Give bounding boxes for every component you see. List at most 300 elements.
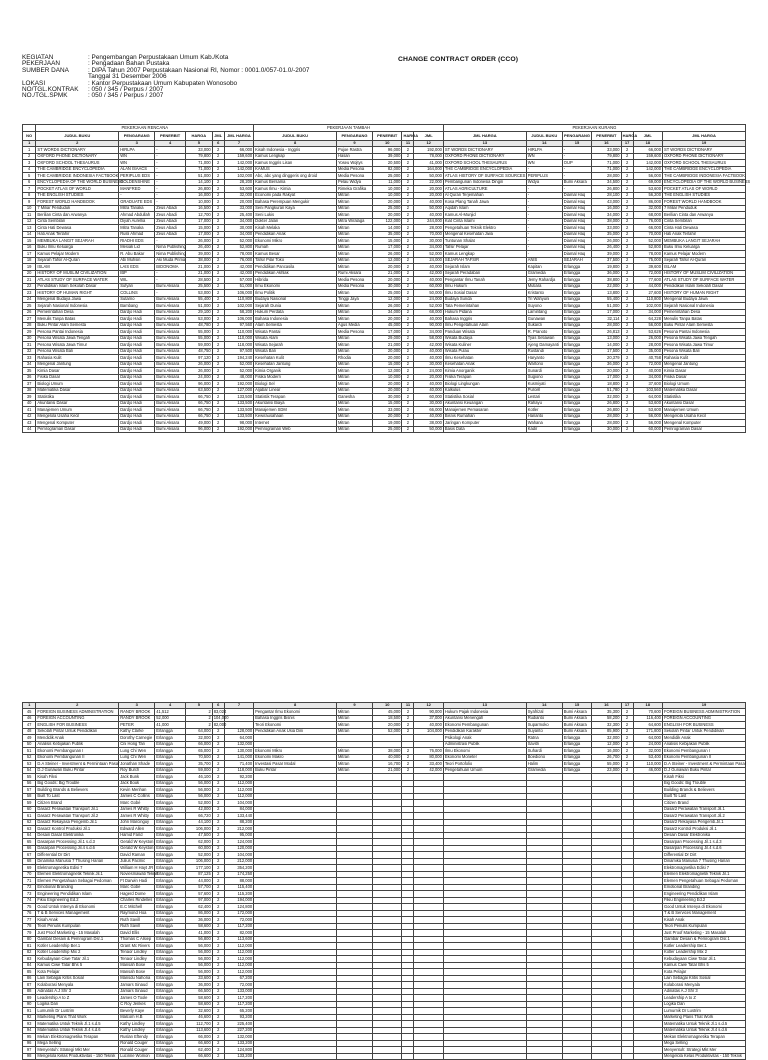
table-cell: Logika Dan: [662, 1001, 745, 1008]
table-cell: 62,400: [186, 904, 213, 911]
table-cell: Dasar2 Rekayasa Pengemb.Jil.1: [662, 819, 745, 826]
table-cell: 2: [621, 166, 633, 173]
table-cell: Dardjo Hadi: [119, 309, 155, 316]
table-cell: 81: [23, 943, 36, 950]
table-cell: 118,000: [224, 767, 253, 774]
table-cell: Dardjo Hadi: [119, 407, 155, 414]
table-cell: 62,400: [186, 1047, 213, 1054]
table-cell: Pesona Wisata Jawa Timur: [36, 342, 119, 349]
table-cell: -: [155, 173, 186, 180]
table-cell: 28,000: [592, 413, 621, 420]
table-cell: Harianto: [526, 413, 562, 420]
table-cell: POCKET ATLAS OF WORLD: [662, 186, 745, 193]
table-cell: Elektromagnetika Edisi 7: [662, 865, 745, 872]
table-cell: 21,000: [373, 270, 402, 277]
table-cell: 2: [212, 1034, 224, 1041]
table-cell: Pemerintahan Desa: [36, 309, 119, 316]
table-cell: Pengetahuan Umum: [443, 767, 526, 774]
table-cell: 31: [23, 342, 36, 349]
table-cell: Erlangga: [155, 884, 186, 891]
table-cell: 2: [621, 342, 633, 349]
table-cell: 2: [212, 982, 224, 989]
table-cell: Rimeka Grafika: [336, 186, 372, 193]
table-cell: Wartono: [526, 361, 562, 368]
table-cell: 80: [23, 936, 36, 943]
table-cell: Mansdu Nahoria: [119, 975, 155, 982]
table-cell: Kisah Indonesia - Inggris: [254, 147, 337, 154]
table-cell: 14: [23, 231, 36, 238]
table-cell: Kosa Plang Tanah Jawa: [443, 199, 526, 206]
table-cell: 2: [402, 231, 414, 238]
table-cell: Sejarah Peradaban: [443, 270, 526, 277]
table-cell: 2: [212, 845, 224, 852]
table-cell: Pendidikan Akhlak: [254, 270, 337, 277]
table-cell: THE ENGLISH STUDIES: [662, 192, 745, 199]
table-cell: 58,200: [592, 715, 621, 722]
table-cell: Erlangga: [155, 800, 186, 807]
table-cell: ALAN ISAACS: [119, 166, 155, 173]
table-cell: Cinta Sembilan: [662, 218, 745, 225]
table-cell: 68,000: [414, 309, 443, 316]
table-cell: 172,000: [224, 910, 253, 917]
table-cell: Diamal Haq: [562, 212, 591, 219]
table-cell: 18: [23, 257, 36, 264]
column-number: 5: [185, 141, 212, 147]
table-cell: 20,000: [373, 277, 402, 284]
table-cell: 70,000: [414, 231, 443, 238]
header-field-label: LOKASI: [22, 79, 46, 87]
column-header: JML HARGA: [224, 132, 253, 141]
table-cell: 2: [402, 322, 414, 329]
table-cell: Seni Lukis: [254, 212, 337, 219]
table-cell: 70: [23, 871, 36, 878]
table-cell: 124,800: [224, 1047, 253, 1054]
table-cell: OXFORD SCHOOL THESAURUS: [36, 160, 119, 167]
table-cell: Julius Pacmic: [119, 858, 155, 865]
table-cell: Bambang: [119, 303, 155, 310]
table-cell: 20,000: [592, 368, 621, 375]
table-cell: Kamus Ilmu - Kimia: [254, 186, 337, 193]
table-cell: Bumi Aksara: [155, 303, 186, 310]
table-cell: 32,000: [224, 192, 253, 199]
table-cell: 72,000: [224, 982, 253, 989]
table-cell: Halim: [526, 761, 562, 768]
table-cell: 2: [212, 413, 224, 420]
table-cell: 16: [23, 244, 36, 251]
table-cell: 27: [23, 316, 36, 323]
table-cell: 32,000: [186, 735, 213, 742]
table-cell: 30: [23, 335, 36, 342]
table-cell: FOREIGN BUSINESS ADMINISTRATION: [36, 709, 119, 716]
table-cell: 69: [23, 865, 36, 872]
table-cell: 17,000: [373, 329, 402, 336]
table-cell: 2: [212, 793, 224, 800]
table-cell: Mitran: [336, 748, 372, 755]
table-cell: 20,000: [373, 316, 402, 323]
column-header: JML HARGA: [662, 132, 745, 141]
table-cell: Boediono: [526, 754, 562, 761]
table-cell: Erlangga: [155, 1014, 186, 1021]
table-cell: Sejarah Nasional Indonesia: [662, 303, 745, 310]
table-cell: 2: [212, 975, 224, 982]
table-cell: David Ellis: [119, 930, 155, 937]
table-cell: FOREIGN ACCOUNTING: [36, 715, 119, 722]
column-number: 3: [119, 141, 155, 147]
table-cell: Bumi Aksara: [155, 426, 186, 433]
table-cell: Erlangga: [155, 1021, 186, 1028]
table-cell: 28,000: [592, 420, 621, 427]
table-cell: Emotional Branding: [662, 884, 745, 891]
table-cell: 2: [621, 361, 633, 368]
table-cell: Budaya Sunda: [443, 296, 526, 303]
table-cell: 29: [23, 329, 36, 336]
table-cell: 67: [23, 852, 36, 859]
table-cell: 96,000: [185, 381, 212, 388]
table-cell: 112,000: [224, 949, 253, 956]
table-cell: 78,000: [414, 153, 443, 160]
table-cell: 42,000: [186, 806, 213, 813]
table-cell: Charles Rindelles: [119, 897, 155, 904]
table-cell: Sejarah Nasional Indonesia: [36, 303, 119, 310]
table-cell: 2: [212, 1001, 224, 1008]
table-cell: 2: [212, 303, 224, 310]
table-cell: Kamus Lengkap: [254, 153, 337, 160]
table-cell: 83: [23, 956, 36, 963]
table-cell: 2: [212, 962, 224, 969]
table-cell: -: [155, 147, 186, 154]
table-cell: Mitran: [336, 238, 372, 245]
table-cell: 2: [621, 270, 633, 277]
table-cell: FOREIGN BUSINESS ADMINISTRATION: [662, 709, 745, 716]
table-cell: 40,000: [414, 264, 443, 271]
table-cell: 40,758: [633, 355, 662, 362]
table-cell: Media Pesona: [336, 166, 372, 173]
column-header: NO: [23, 132, 36, 141]
table-cell: 2: [402, 407, 414, 414]
table-cell: 43,000: [592, 199, 621, 206]
table-cell: 2: [621, 329, 633, 336]
table-cell: 56,000: [186, 956, 213, 963]
table-cell: 26,700: [592, 754, 621, 761]
table-cell: PERIPLUS: [526, 173, 562, 180]
table-cell: 2: [212, 1027, 224, 1034]
table-cell: ENGLISH FOR BUSINESS: [662, 722, 745, 729]
table-cell: 133,500: [224, 413, 253, 420]
table-cell: 75: [23, 904, 36, 911]
table-cell: Building Brands & Believers: [662, 787, 745, 794]
table-cell: WN: [119, 153, 155, 160]
table-cell: [562, 1053, 591, 1060]
table-cell: 2: [212, 936, 224, 943]
table-cell: 133,500: [224, 394, 253, 401]
table-cell: Mitran: [336, 387, 372, 394]
table-cell: 2: [212, 988, 224, 995]
table-cell: Mitran: [336, 225, 372, 232]
table-cell: 34,000: [414, 244, 443, 251]
column-number: 6: [212, 141, 224, 147]
column-number: 19: [662, 703, 745, 709]
table-cell: Dardjo Hadi: [119, 400, 155, 407]
table-cell: Sejarah Islam: [443, 264, 526, 271]
table-cell: 16,500: [185, 205, 212, 212]
table-cell: 17,500: [592, 348, 621, 355]
table-cell: 225,400: [224, 1021, 253, 1028]
table-cell: 33,400: [414, 761, 443, 768]
column-number: 17: [621, 703, 633, 709]
table-cell: 60,000: [186, 845, 213, 852]
table-cell: Dardjo Hadi: [119, 426, 155, 433]
table-cell: 66,000: [414, 407, 443, 414]
table-cell: 35,700: [186, 761, 213, 768]
table-cell: 50,000: [414, 173, 443, 180]
table-cell: 20: [23, 270, 36, 277]
table-cell: 33,000: [224, 205, 253, 212]
table-cell: 192,000: [224, 381, 253, 388]
table-cell: 58,200: [224, 309, 253, 316]
table-cell: 28,000: [414, 225, 443, 232]
table-cell: 14,100: [185, 179, 212, 186]
table-cell: Akuntansi Biaya: [254, 400, 337, 407]
table-cell: Erlangga: [155, 754, 186, 761]
table-cell: 64,228: [633, 316, 662, 323]
table-cell: Mitran: [336, 251, 372, 258]
table-cell: Matematika Untuk Teknik Jl.4 s.d.6: [36, 1027, 119, 1034]
table-cell: 71,400: [224, 761, 253, 768]
table-cell: 2: [212, 761, 224, 768]
table-cell: 72,000: [224, 917, 253, 924]
table-cell: 76,000: [633, 218, 662, 225]
table-cell: 38,000: [373, 748, 402, 755]
table-cell: Erlangga: [562, 741, 591, 748]
table-cell: James O Toole: [119, 995, 155, 1002]
table-cell: 2: [402, 257, 414, 264]
table-cell: -: [155, 166, 186, 173]
table-cell: Bahasa Inggris Bisnis: [254, 715, 337, 722]
table-cell: 60,000: [414, 283, 443, 290]
table-cell: Lestari: [526, 394, 562, 401]
table-cell: 112,700: [186, 1021, 213, 1028]
table-cell: 2: [402, 179, 414, 186]
table-cell: BIDONOMA: [155, 264, 186, 271]
table-cell: Mitran: [336, 303, 372, 310]
table-cell: FOREIGN ACCOUNTING: [662, 715, 745, 722]
table-cell: Hamid Farid: [119, 832, 155, 839]
table-cell: 96,000: [185, 426, 212, 433]
table-cell: 2: [212, 780, 224, 787]
table-cell: 90,000: [414, 709, 443, 716]
table-cell: 16,000: [592, 205, 621, 212]
table-cell: Syafrizal: [526, 709, 562, 716]
table-cell: 30,000: [414, 361, 443, 368]
table-cell: 53,600: [633, 186, 662, 193]
column-number: 12: [414, 703, 443, 709]
table-cell: 2: [402, 186, 414, 193]
table-cell: Bisnis Rumahan: [443, 413, 526, 420]
table-cell: -: [526, 166, 562, 173]
table-cell: Diamal Haq: [562, 218, 591, 225]
table-cell: 2: [212, 218, 224, 225]
table-cell: 14,000: [373, 225, 402, 232]
table-cell: 37,600: [633, 381, 662, 388]
table-cell: 2: [402, 361, 414, 368]
table-cell: HISTORY OF HUMAN RIGHT: [36, 290, 119, 297]
column-number: 10: [373, 703, 402, 709]
table-cell: Mitran: [336, 728, 372, 735]
table-cell: Ekonomi Pembangunan I: [662, 748, 745, 755]
table-cell: POCKET ATLAS OF WORLD: [36, 186, 119, 193]
table-cell: -: [526, 238, 562, 245]
table-cell: Erlangga: [562, 368, 591, 375]
table-cell: 2: [212, 813, 224, 820]
table-cell: Kathy Lindley: [119, 1027, 155, 1034]
table-cell: Erlangga: [155, 923, 186, 930]
table-cell: Mengelola Usaha Kecil: [662, 413, 745, 420]
table-cell: Ekonomi Pembangunan: [443, 722, 526, 729]
table-cell: 39,600: [633, 264, 662, 271]
table-cell: Buku Ilmu Keluarga: [662, 244, 745, 251]
table-cell: 89: [23, 995, 36, 1002]
table-cell: 20,000: [373, 212, 402, 219]
table-cell: Bumi Aksara: [155, 296, 186, 303]
table-cell: 80,000: [414, 754, 443, 761]
table-cell: Erlangga: [155, 1053, 186, 1060]
table-cell: Kolaborasi Menyala: [662, 982, 745, 989]
table-cell: 97,500: [224, 348, 253, 355]
table-cell: Sugiono: [526, 374, 562, 381]
table-cell: THE CAMBRIDGE ENCYCLOPEDIA: [443, 166, 526, 173]
table-cell: Dasarpan Processing Jil.4 s.d.6: [36, 845, 119, 852]
table-cell: 2: [212, 173, 224, 180]
table-cell: 20,000: [224, 199, 253, 206]
table-cell: Diamal Haq: [562, 238, 591, 245]
table-cell: 2: [402, 400, 414, 407]
table-cell: 2: [212, 335, 224, 342]
table-cell: 72: [23, 884, 36, 891]
table-cell: 92: [23, 1014, 36, 1021]
table-cell: 30,000: [414, 238, 443, 245]
table-cell: 7 Miliar Penduduk: [36, 205, 119, 212]
table-cell: Jack Bouk: [119, 780, 155, 787]
table-cell: Lumurnik Dr Lustrim: [662, 1008, 745, 1015]
table-cell: 53,600: [224, 186, 253, 193]
table-cell: 2: [621, 368, 633, 375]
table-cell: 20,000: [414, 374, 443, 381]
table-cell: Mitran: [336, 761, 372, 768]
table-cell: 64: [23, 832, 36, 839]
table-cell: 2: [212, 930, 224, 937]
table-cell: -: [526, 225, 562, 232]
table-cell: 2: [402, 335, 414, 342]
table-cell: Erlangga: [155, 956, 186, 963]
table-cell: Lucinne Womon: [119, 1053, 155, 1060]
table-cell: 20,000: [373, 722, 402, 729]
table-cell: 20,000: [373, 413, 402, 420]
table-cell: 24,000: [414, 368, 443, 375]
table-cell: 2: [402, 212, 414, 219]
table-cell: 2: [212, 400, 224, 407]
table-cell: 35,300: [592, 709, 621, 716]
table-cell: 2: [212, 917, 224, 924]
table-cell: 2: [621, 407, 633, 414]
table-cell: Lain Sebagai Kritis Sosial: [36, 975, 119, 982]
table-cell: Elemen Pengetahuan Sebagai Pedoman: [36, 878, 119, 885]
table-cell: 2: [212, 774, 224, 781]
table-cell: -: [155, 238, 186, 245]
table-cell: 66,600: [186, 1053, 213, 1060]
table-cell: Ganesha: [336, 394, 372, 401]
table-cell: T & B Services Management: [662, 910, 745, 917]
table-cell: 45,000: [373, 322, 402, 329]
table-cell: MEMBUKA LANGIT SEJARAH: [36, 238, 119, 245]
table-cell: 112,000: [224, 962, 253, 969]
table-cell: 74: [23, 897, 36, 904]
table-cell: 56,000: [633, 420, 662, 427]
table-cell: Erlangga: [155, 995, 186, 1002]
table-cell: Erlangga: [155, 871, 186, 878]
table-cell: Ajeng Damayanti: [526, 342, 562, 349]
table-cell: Zeus Abadi: [155, 231, 186, 238]
table-cell: C Roy Jenkes: [119, 1001, 155, 1008]
table-cell: Bumi Aksara: [155, 394, 186, 401]
table-cell: -: [526, 244, 562, 251]
table-cell: Ilmu Ekonomi: [254, 283, 337, 290]
table-cell: 40,000: [414, 277, 443, 284]
table-cell: 174,250: [224, 871, 253, 878]
table-cell: [402, 1053, 414, 1060]
table-cell: 2: [212, 186, 224, 193]
table-cell: 25,500: [185, 283, 212, 290]
table-cell: 98: [23, 1053, 36, 1060]
table-cell: 79,800: [185, 153, 212, 160]
table-cell: -: [526, 199, 562, 206]
table-cell: ST WORDS DICTIONARY: [36, 147, 119, 154]
table-cell: Ilmu Pengetahuan Alam: [443, 322, 526, 329]
table-cell: 52,000: [373, 728, 402, 735]
table-cell: Abi Muhsin: [119, 257, 155, 264]
group-spacer: [23, 125, 36, 132]
table-cell: 65,200: [224, 1008, 253, 1015]
table-cell: 2: [621, 179, 633, 186]
table-cell: Erlangga: [562, 381, 591, 388]
column-number: 2: [36, 703, 119, 709]
table-cell: 51,000: [185, 303, 212, 310]
table-cell: 24: [23, 296, 36, 303]
table-cell: 66,750: [185, 413, 212, 420]
table-cell: Rustandi: [526, 348, 562, 355]
table-cell: Kamus Besar: [254, 251, 337, 258]
table-cell: 2: [212, 767, 224, 774]
table-cell: Malcom H.B: [119, 1014, 155, 1021]
table-cell: 118,000: [224, 342, 253, 349]
table-cell: Erlangga: [562, 420, 591, 427]
table-cell: 67,200: [224, 975, 253, 982]
table-cell: Dasar2 Perawatan Transport Jil.1: [662, 806, 745, 813]
table-cell: 40,000: [414, 381, 443, 388]
table-cell: 13,000: [592, 335, 621, 342]
table-cell: Tuntunan Shalat: [443, 238, 526, 245]
table-cell: 97,120: [185, 355, 212, 362]
table-cell: Grant Mc Rivers: [119, 943, 155, 950]
table-cell: Erlangga: [155, 982, 186, 989]
table-cell: 2: [621, 355, 633, 362]
table-cell: 39: [23, 394, 36, 401]
table-cell: 33,600: [186, 975, 213, 982]
column-number: 11: [402, 141, 414, 147]
table-cell: James R Whitty: [119, 806, 155, 813]
table-cell: 2: [212, 819, 224, 826]
table-cell: Ronald Couger: [119, 1047, 155, 1054]
table-cell: Marc Gobé: [119, 884, 155, 891]
